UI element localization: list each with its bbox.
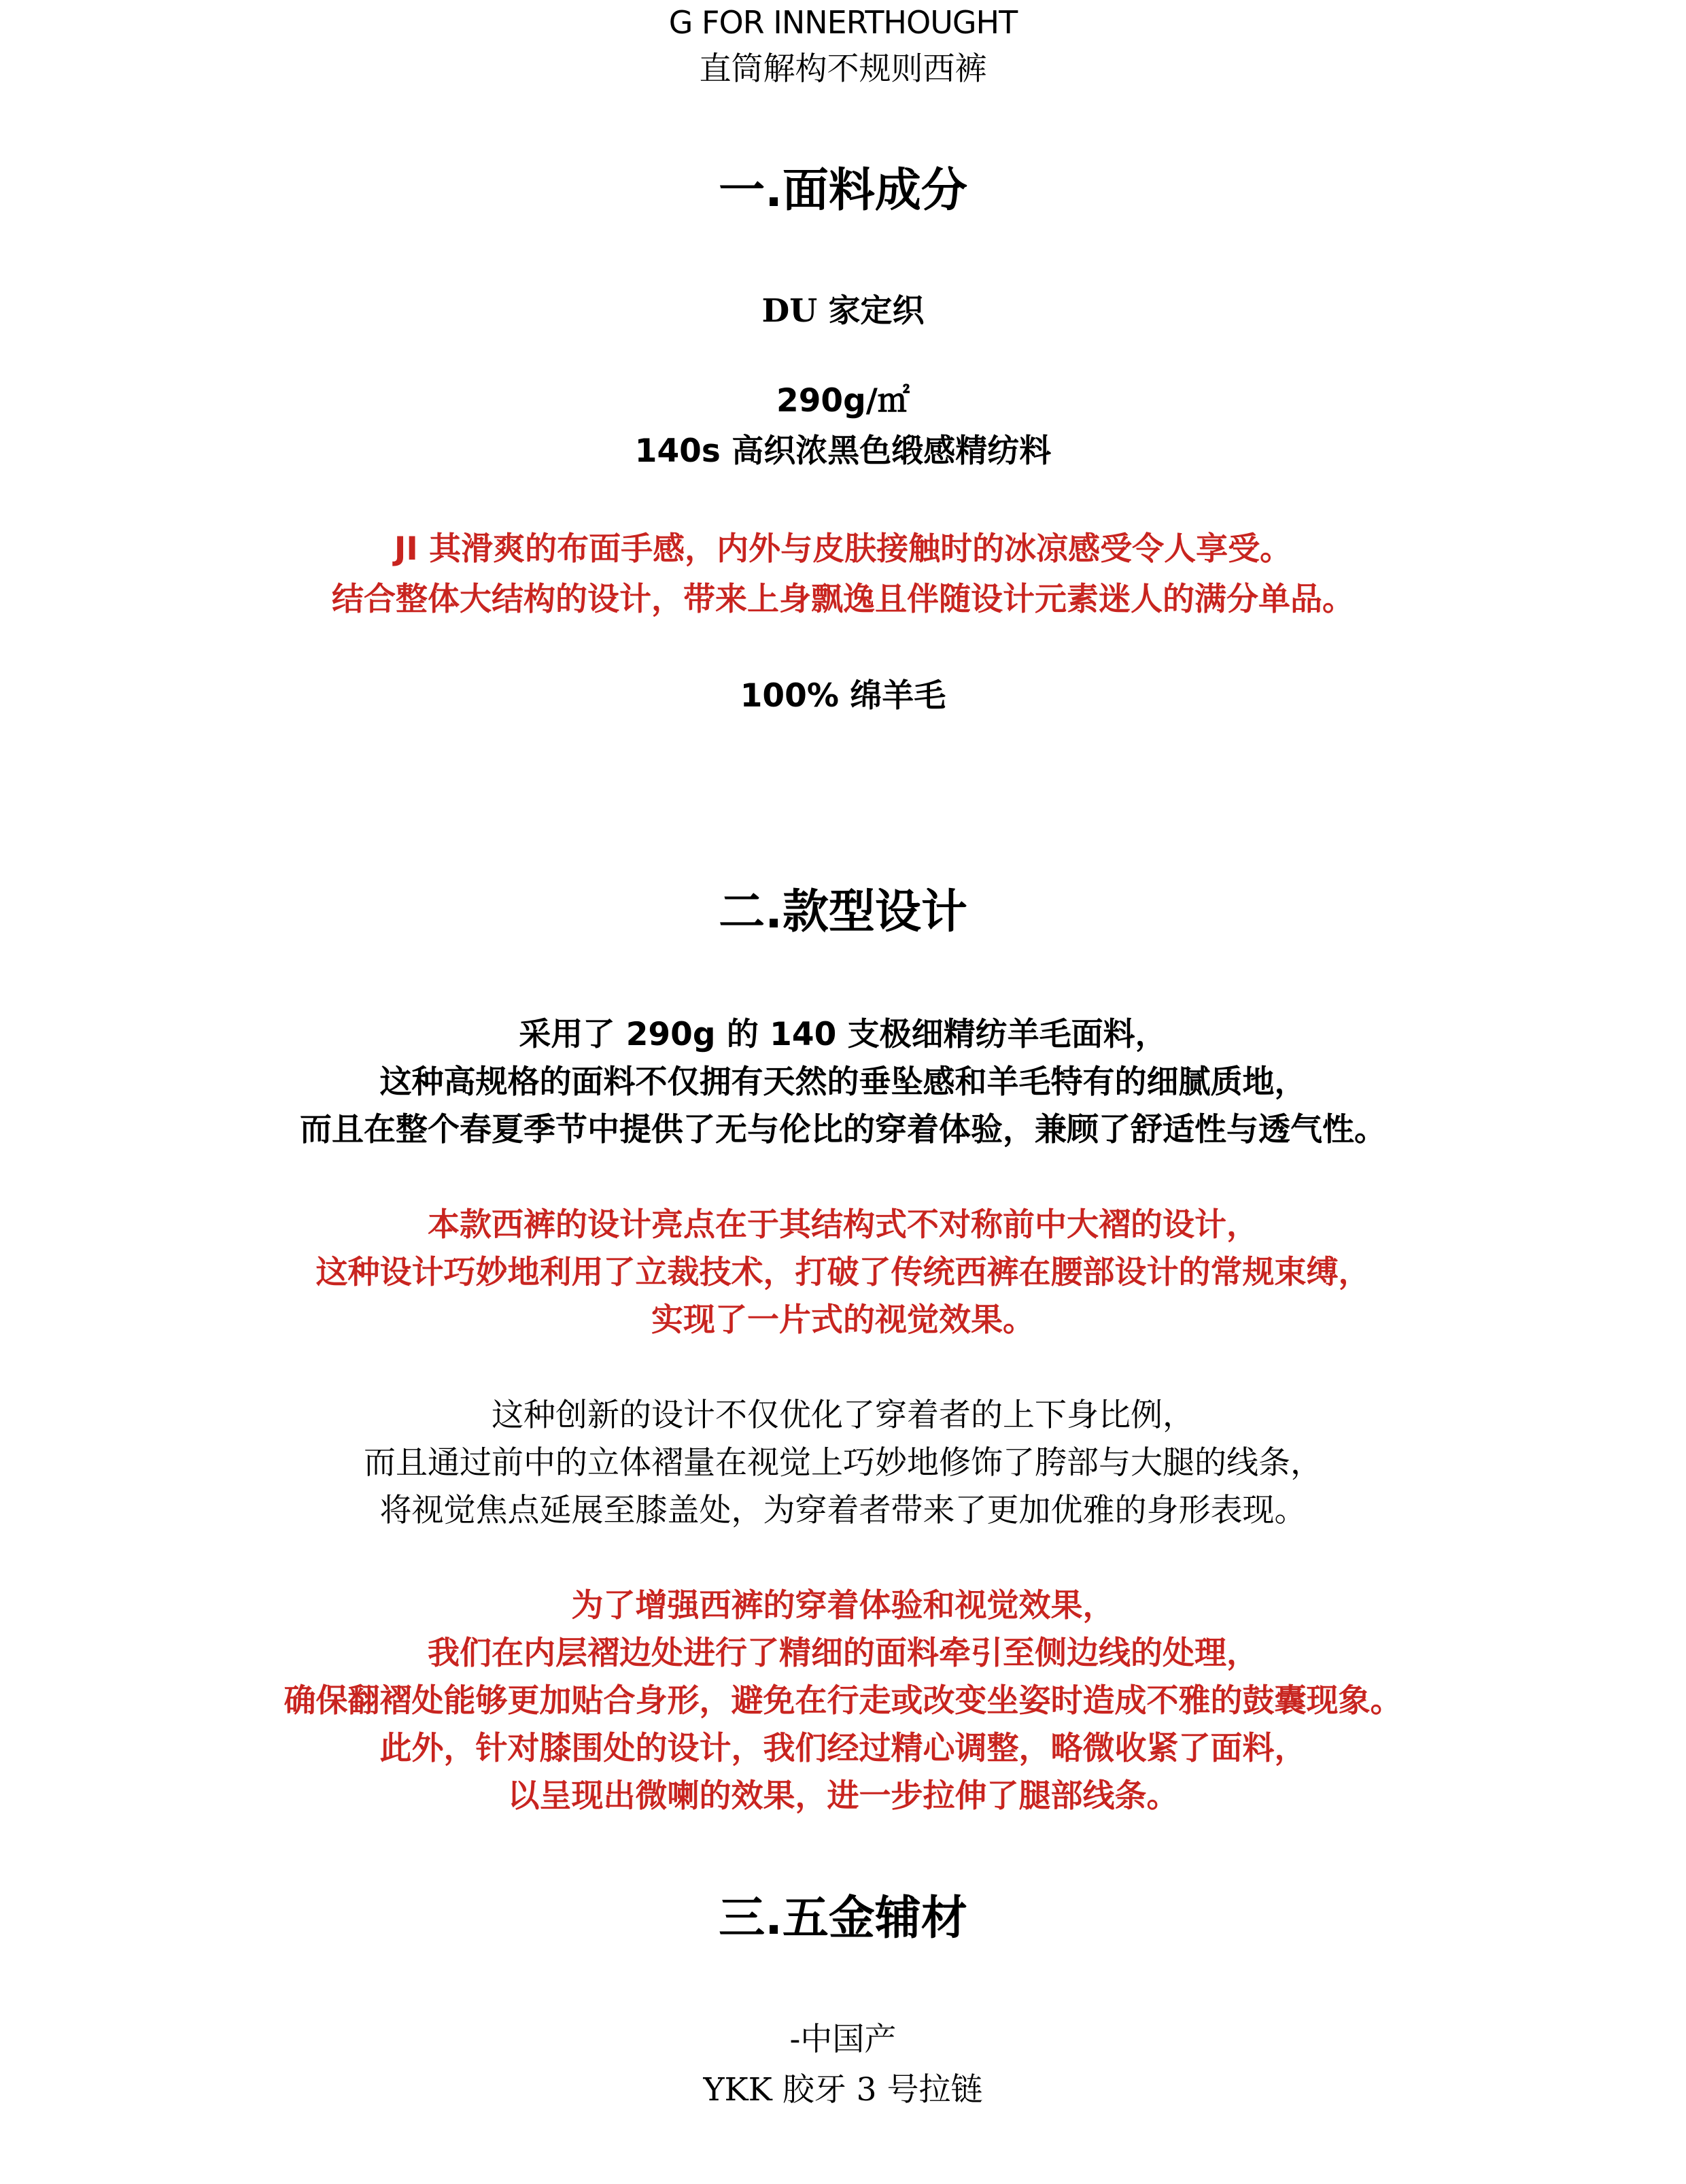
section-heading-design: 二.款型设计 <box>719 885 967 939</box>
hardware-origin: -中国产 <box>789 2021 897 2058</box>
design-para2-line3: 实现了一片式的视觉效果。 <box>651 1301 1035 1339</box>
design-para1-line2: 这种高规格的面料不仅拥有天然的垂坠感和羊毛特有的细腻质地， <box>379 1063 1307 1101</box>
design-para2-line2: 这种设计巧妙地利用了立裁技术，打破了传统西裤在腰部设计的常规束缚， <box>315 1254 1371 1291</box>
design-para3-line3: 将视觉焦点延展至膝盖处，为穿着者带来了更加优雅的身形表现。 <box>379 1492 1307 1529</box>
design-para3-line1: 这种创新的设计不仅优化了穿着者的上下身比例， <box>492 1397 1194 1434</box>
design-para3-line2: 而且通过前中的立体褶量在视觉上巧妙地修饰了胯部与大腿的线条， <box>364 1444 1322 1482</box>
fabric-feel-line-1: JI 其滑爽的布面手感，内外与皮肤接触时的冰凉感受令人享受。 <box>394 530 1292 568</box>
fabric-mill: DU 家定织 <box>761 292 925 330</box>
design-para4-line2: 我们在内层褶边处进行了精细的面料牵引至侧边线的处理， <box>428 1635 1258 1672</box>
fabric-type: 140s 高织浓黑色缎感精纺料 <box>634 432 1052 470</box>
fabric-composition: 100% 绵羊毛 <box>740 677 946 715</box>
fabric-weight: 290g/㎡ <box>776 382 910 420</box>
fabric-feel-line-2: 结合整体大结构的设计，带来上身飘逸且伴随设计元素迷人的满分单品。 <box>332 581 1354 618</box>
product-name: 直筒解构不规则西裤 <box>699 50 987 88</box>
design-para1-line1: 采用了 290g 的 140 支极细精纺羊毛面料， <box>519 1016 1167 1053</box>
section-heading-fabric: 一.面料成分 <box>719 164 967 218</box>
brand-title: G FOR INNERTHOUGHT <box>668 4 1018 41</box>
design-para4-line4: 此外，针对膝围处的设计，我们经过精心调整，略微收紧了面料， <box>379 1730 1307 1767</box>
design-para4-line3: 确保翻褶处能够更加贴合身形，避免在行走或改变坐姿时造成不雅的鼓囊现象。 <box>283 1682 1403 1720</box>
hardware-zipper: YKK 胶牙 3 号拉链 <box>703 2071 983 2109</box>
design-para2-line1: 本款西裤的设计亮点在于其结构式不对称前中大褶的设计， <box>428 1206 1258 1244</box>
design-para4-line5: 以呈现出微喇的效果，进一步拉伸了腿部线条。 <box>507 1777 1179 1815</box>
design-para1-line3: 而且在整个春夏季节中提供了无与伦比的穿着体验，兼顾了舒适性与透气性。 <box>300 1111 1386 1148</box>
design-para4-line1: 为了增强西裤的穿着体验和视觉效果， <box>571 1587 1115 1624</box>
section-heading-hardware: 三.五金辅材 <box>719 1892 967 1945</box>
